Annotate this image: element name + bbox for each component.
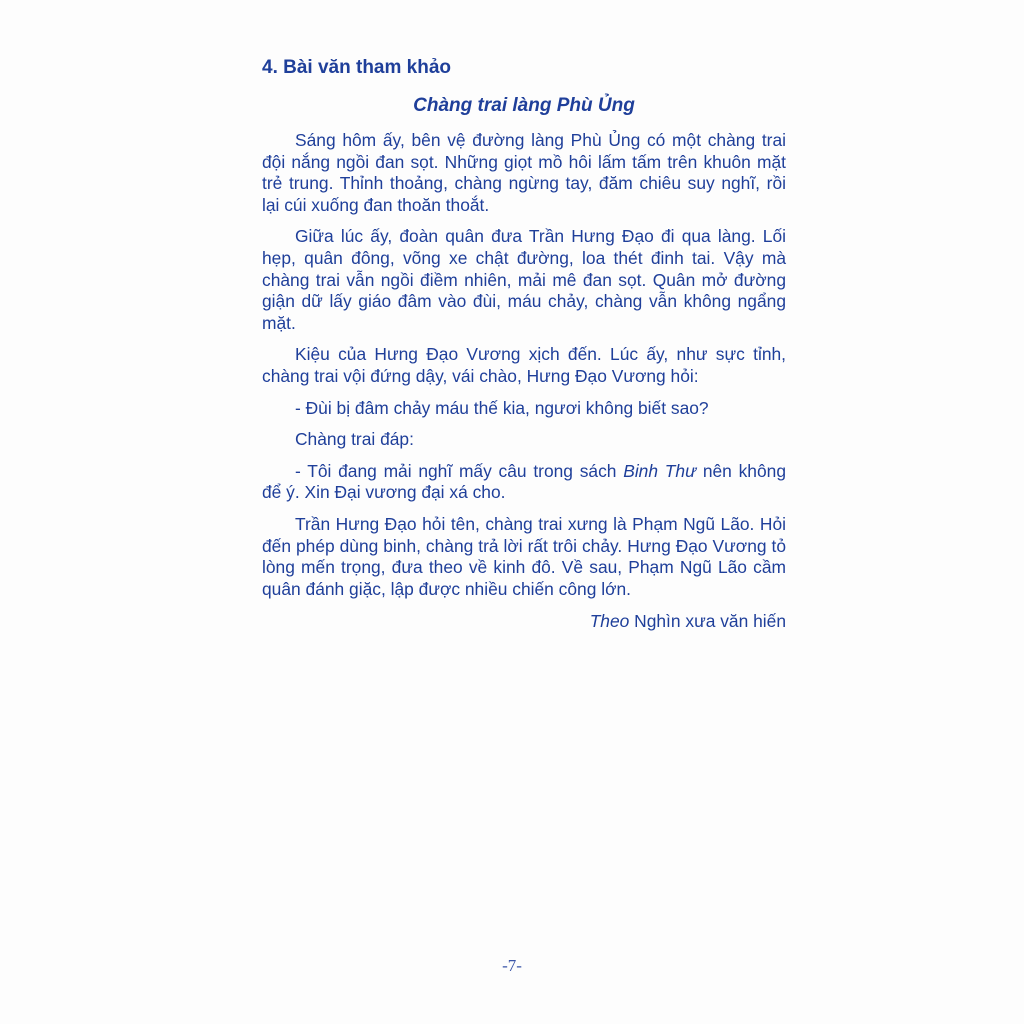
dialogue-answer <box>262 461 786 504</box>
dialogue-answer-part-1: - Tôi đang mải nghĩ mấy câu trong sách <box>295 460 624 481</box>
dialogue-answer-part-2: nên không để ý. Xin Đại vương đại xá cho. <box>262 460 786 503</box>
source-title: Nghìn xưa văn hiến <box>629 611 786 632</box>
document-body <box>262 56 786 632</box>
dialogue-question: - Đùi bị đâm chảy máu thế kia, ngươi không biết sao? <box>295 397 709 418</box>
paragraph-2: Giữa lúc ấy, đoàn quân đưa Trần Hưng Đạo đi qua làng. Lối hẹp, quân đông, võng xe chật đường, loa thét đinh tai. Vậy mà chàng trai vẫn ngồi điềm nhiên, mải mê đan sọt. Quân mở đường giận dữ lấy giáo đâm vào đùi, máu chảy, chàng vẫn không ngẩng mặt. <box>262 226 786 333</box>
source-prefix: Theo <box>589 611 630 632</box>
paragraph-7: Trần Hưng Đạo hỏi tên, chàng trai xưng là Phạm Ngũ Lão. Hỏi đến phép dùng binh, chàng trả lời rất trôi chảy. Hưng Đạo Vương tỏ lòng mến trọng, đưa theo về kinh đô. Về sau, Phạm Ngũ Lão cầm quân đánh giặc, lập được nhiều chiến công lớn. <box>262 513 786 599</box>
story-title: Chàng trai làng Phù Ủng <box>413 95 635 116</box>
dialogue-intro: Chàng trai đáp: <box>295 429 414 450</box>
page-number: -7- <box>502 956 522 975</box>
source-citation <box>262 610 786 632</box>
section-heading: 4. Bài văn tham khảo <box>262 57 452 78</box>
paragraph-1: Sáng hôm ấy, bên vệ đường làng Phù Ủng có một chàng trai đội nắng ngồi đan sọt. Những giọt mồ hôi lấm tấm trên khuôn mặt trẻ trung. Thỉnh thoảng, chàng ngừng tay, đăm chiêu suy nghĩ, rồi lại cúi xuống đan thoăn thoắt. <box>262 130 786 215</box>
book-title-binh-thu: Binh Thư <box>623 460 697 481</box>
paragraph-3: Kiệu của Hưng Đạo Vương xịch đến. Lúc ấy, như sực tỉnh, chàng trai vội đứng dậy, vái chào, Hưng Đạo Vương hỏi: <box>262 344 786 386</box>
